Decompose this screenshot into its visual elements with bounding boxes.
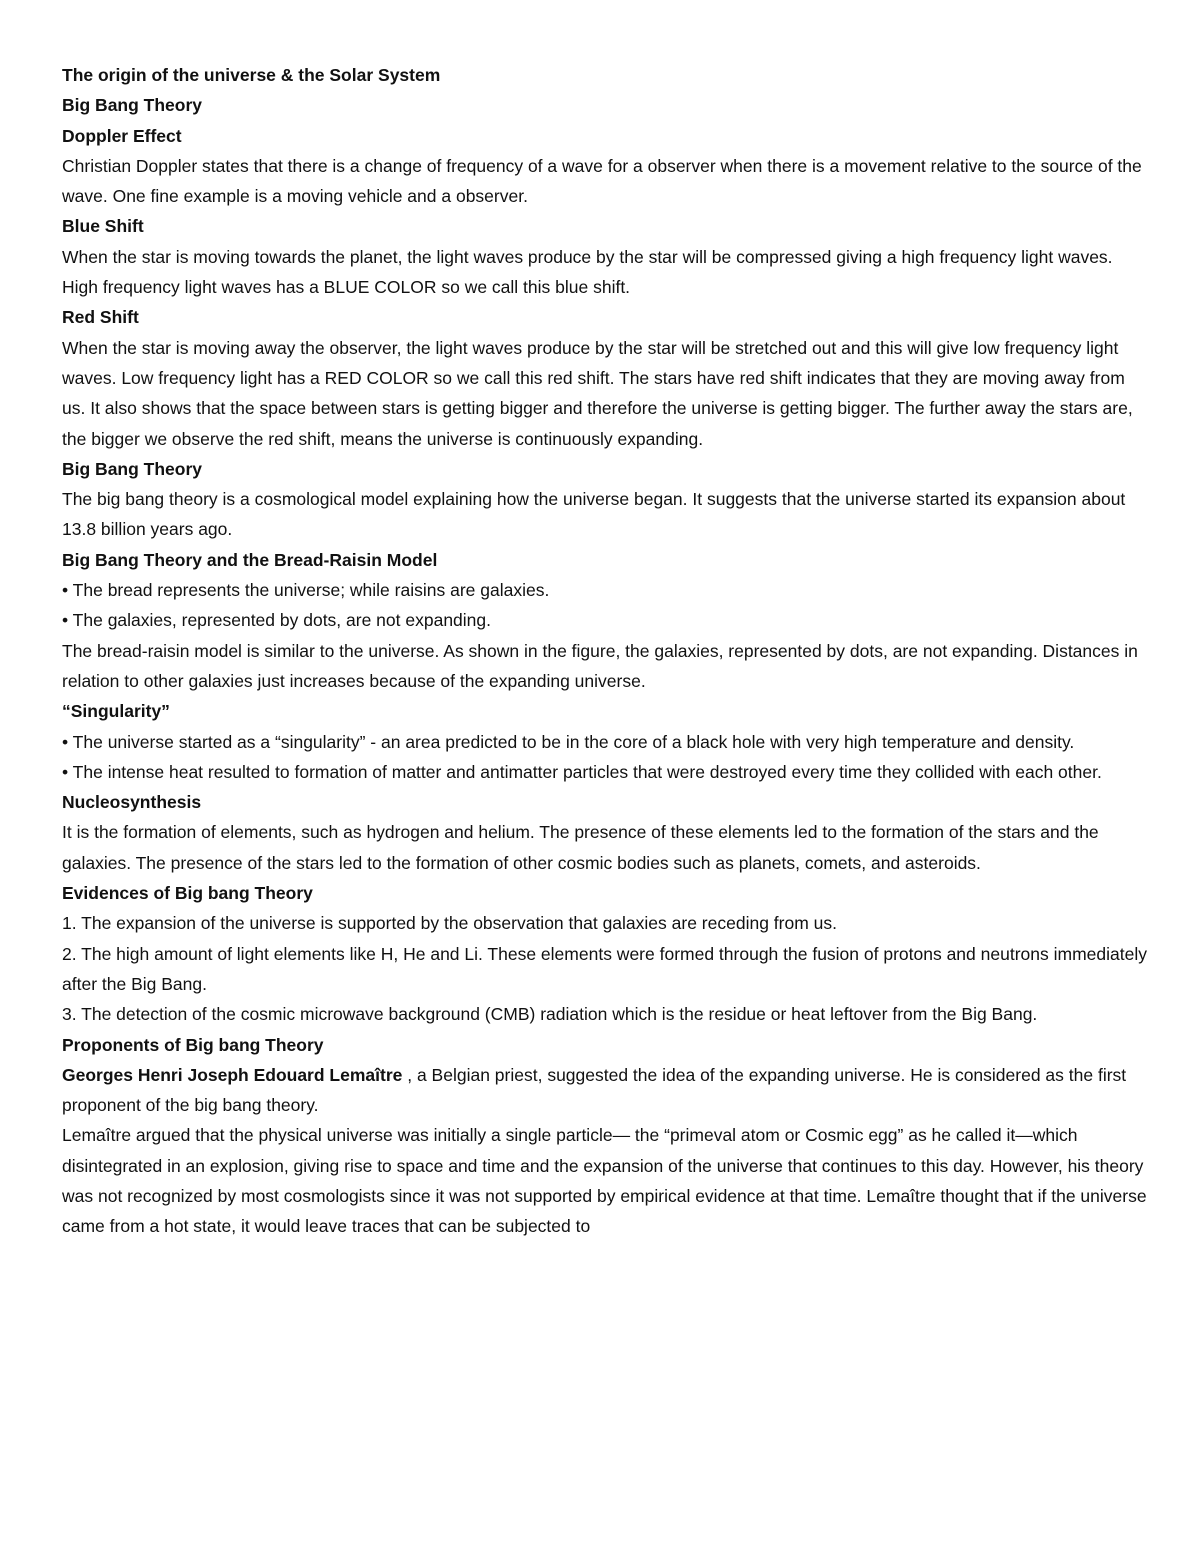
heading-blue-shift: Blue Shift: [62, 216, 144, 237]
document-title: The origin of the universe & the Solar System: [62, 65, 441, 85]
paragraph-blue-shift: When the star is moving towards the planet, the light waves produce by the star will be compressed giving a high frequency light waves. High frequency light waves has a BLUE COLOR so we call this blue shift.: [62, 246, 1113, 298]
lemaitre-name: Georges Henri Joseph Edouard Lemaître: [62, 1064, 403, 1085]
bullet-intense-heat: • The intense heat resulted to formation of matter and antimatter particles that were destroyed every time they collided with each other.: [62, 761, 1102, 782]
lemaitre-intro-text: , a Belgian priest, suggested the idea of the expanding universe. He is considered as the first proponent of the big bang theory.: [62, 1064, 1127, 1116]
paragraph-red-shift: When the star is moving away the observer, the light waves produce by the star will be stretched out and this will give low frequency light waves. Low frequency light has a RED COLOR so we call this red shift. The stars have red shift indicates that they are moving away from us. It also shows that the space between stars is getting bigger and therefore the universe is getting bigger. The further away the stars are, the bigger we observe the red shift, means the universe is continuously expanding.: [62, 337, 1133, 449]
bullet-bread-universe: • The bread represents the universe; while raisins are galaxies.: [62, 580, 550, 601]
evidence-item-3: 3. The detection of the cosmic microwave background (CMB) radiation which is the residue or heat leftover from the Big Bang.: [62, 1004, 1038, 1025]
paragraph-bread-raisin-model: The bread-raisin model is similar to the universe. As shown in the figure, the galaxies, represented by dots, are not expanding. Distances in relation to other galaxies just increases because of the expanding universe.: [62, 640, 1138, 691]
heading-red-shift: Red Shift: [62, 307, 139, 328]
heading-singularity: “Singularity”: [62, 701, 170, 722]
bullet-galaxies-not-expanding: • The galaxies, represented by dots, are not expanding.: [62, 610, 491, 631]
heading-big-bang-theory-2: Big Bang Theory: [62, 458, 203, 479]
heading-big-bang-theory: Big Bang Theory: [62, 95, 203, 116]
paragraph-lemaitre-intro: [62, 1060, 1148, 1121]
evidence-item-1: 1. The expansion of the universe is supported by the observation that galaxies are receding from us.: [62, 913, 837, 934]
heading-evidences: Evidences of Big bang Theory: [62, 883, 313, 904]
bullet-singularity-start: • The universe started as a “singularity” - an area predicted to be in the core of a black hole with very high temperature and density.: [62, 731, 1075, 752]
heading-bread-raisin-model: Big Bang Theory and the Bread-Raisin Model: [62, 549, 438, 570]
evidence-item-2: 2. The high amount of light elements like H, He and Li. These elements were formed through the fusion of protons and neutrons immediately after the Big Bang.: [62, 943, 1147, 994]
heading-doppler-effect: Doppler Effect: [62, 125, 182, 146]
paragraph-doppler-effect: Christian Doppler states that there is a change of frequency of a wave for a observer when there is a movement relative to the source of the wave. One fine example is a moving vehicle and a observer.: [62, 155, 1142, 207]
paragraph-nucleosynthesis: It is the formation of elements, such as hydrogen and helium. The presence of these elements led to the formation of the stars and the galaxies. The presence of the stars led to the formation of other cosmic bodies such as planets, comets, and asteroids.: [62, 822, 1099, 873]
paragraph-big-bang-theory: The big bang theory is a cosmological model explaining how the universe began. It suggests that the universe started its expansion about 13.8 billion years ago.: [62, 489, 1126, 540]
paragraph-lemaitre-argument: Lemaître argued that the physical universe was initially a single particle— the “primeval atom or Cosmic egg” as he called it—which disintegrated in an explosion, giving rise to space and time and the expansion of the universe that continues to this day. However, his theory was not recognized by most cosmologists since it was not supported by empirical evidence at that time. Lemaître thought that if the universe came from a hot state, it would leave traces that can be subjected to: [62, 1125, 1147, 1237]
heading-nucleosynthesis: Nucleosynthesis: [62, 792, 202, 813]
heading-proponents: Proponents of Big bang Theory: [62, 1034, 324, 1055]
